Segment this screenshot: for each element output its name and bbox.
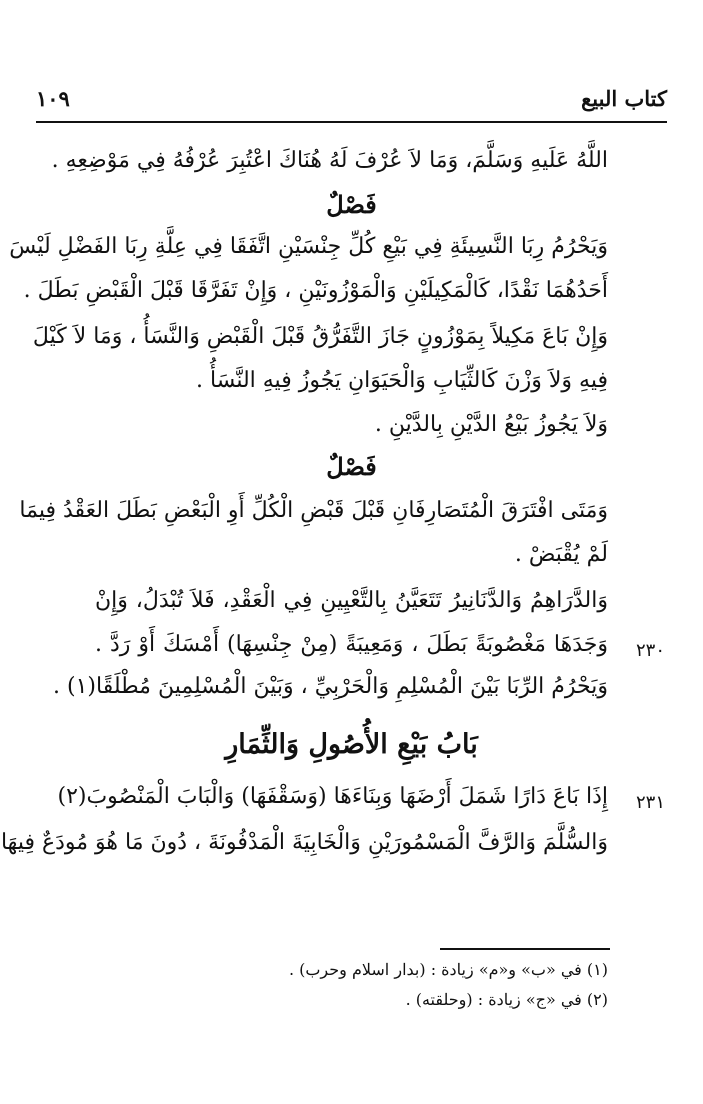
text-line: وَيَحْرُمُ رِبَا النَّسِيئَةِ فِي بَيْعِ كُلِّ جِنْسَيْنِ اتَّفَقَا فِي عِلَّةِ رِبَا الفَضْلِ لَيْسَ [9,234,608,259]
text-line: وَجَدَهَا مَغْصُوبَةً بَطَلَ ، وَمَعِيبَةً (مِنْ جِنْسِهَا) أَمْسَكَ أَوْ رَدَّ . [95,632,608,657]
text-line: أَحَدُهُمَا نَقْدًا، كَالْمَكِيلَيْنِ وَالْمَوْزُونَيْنِ ، وَإِنْ تَفَرَّقَا قَبْلَ الْقَبْضِ بَطَلَ . [23,278,608,303]
text-line: وَيَحْرُمُ الرِّبَا بَيْنَ الْمُسْلِمِ وَالْحَرْبِيِّ ، وَبَيْنَ الْمُسْلِمِينَ مُطْلَقًا(١) . [53,674,608,699]
text-line: إِذَا بَاعَ دَارًا شَمَلَ أَرْضَهَا وَبِنَاءَهَا (وَسَقْفَهَا) وَالْبَابَ الْمَنْصُوبَ(٢) [57,784,608,809]
header-rule [36,121,667,123]
running-header [36,86,667,118]
header-title: كتاب البيع [581,86,667,111]
footnote: (١) في «ب» و«م» زيادة : (بدار اسلام وحرب) . [288,960,608,979]
chapter-heading: بَابُ بَيْعِ الأُصُولِ وَالثِّمَارِ [225,729,478,760]
text-line: وَلاَ يَجُوزُ بَيْعُ الدَّيْنِ بِالدَّيْنِ . [374,412,608,437]
footnote-rule [440,948,610,950]
footnote: (٢) في «ج» زيادة : (وحلقته) . [405,990,608,1009]
text-line: وَالدَّرَاهِمُ وَالدَّنَانِيرُ تَتَعَيَّنُ بِالتَّعْيِينِ فِي الْعَقْدِ، فَلاَ تُبْدَلُ، وَإِنْ [95,588,608,613]
page-number: ١٠٩ [36,86,70,111]
text-line: وَإِنْ بَاعَ مَكِيلاً بِمَوْزُونٍ جَازَ التَّفَرُّقُ قَبْلَ الْقَبْضِ وَالنَّسَأُ ، وَمَا لاَ كَيْلَ [32,324,608,349]
text-line: لَمْ يُقْبَضْ . [514,542,608,567]
section-heading: فَصْلٌ [326,452,377,481]
section-heading: فَصْلٌ [326,190,377,219]
text-line: فِيهِ وَلاَ وَزْنَ كَالثِّيَابِ وَالْحَيَوَانِ يَجُوزُ فِيهِ النَّسَأُ . [196,368,608,393]
text-line: اللَّهُ عَلَيهِ وَسَلَّمَ، وَمَا لاَ عُرْفَ لَهُ هُنَاكَ اعْتُبِرَ عُرْفُهُ فِي مَوْضِعِهِ . [51,148,608,173]
margin-number: ٢٣١ [636,792,666,813]
text-line: وَالسُّلَّمَ وَالرَّفَّ الْمَسْمُورَيْنِ وَالْخَابِيَةَ الْمَدْفُونَةَ ، دُونَ مَا هُوَ مُودَعٌ فِيهَا [0,830,608,855]
margin-number: ٢٣٠ [636,640,666,661]
text-line: وَمَتَى افْتَرَقَ الْمُتَصَارِفَانِ قَبْلَ قَبْضِ الْكُلِّ أَوِ الْبَعْضِ بَطَلَ العَقْدُ فِيمَا [19,498,608,523]
